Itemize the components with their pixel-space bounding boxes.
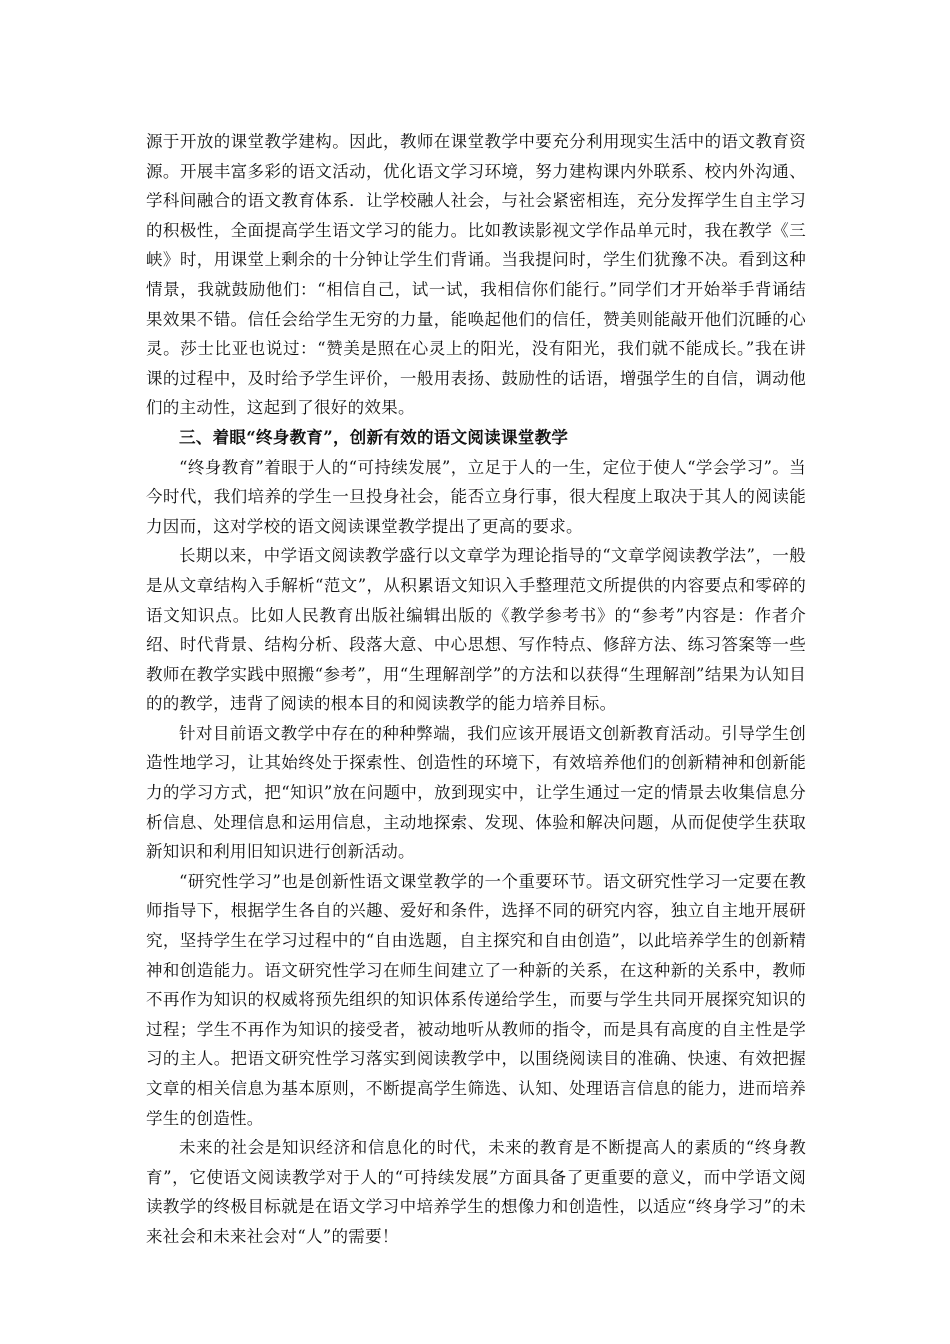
document-body (146, 127, 806, 1252)
paragraph: 长期以来，中学语文阅读教学盛行以文章学为理论指导的“文章学阅读教学法”，一般是从文章结构入手解析“范文”，从积累语文知识入手整理范文所提供的内容要点和零碎的语文知识点。比如人民教育出版社编辑出版的《教学参考书》的“参考”内容是：作者介绍、时代背景、结构分析、段落大意、中心思想、写作特点、修辞方法、练习答案等一些教师在教学实践中照搬“参考”，用“生理解剖学”的方法和以获得“生理解剖”结果为认知目的的教学，违背了阅读的根本目的和阅读教学的能力培养目标。 (146, 546, 806, 714)
paragraph: 未来的社会是知识经济和信息化的时代，未来的教育是不断提高人的素质的“终身教育”，它使语文阅读教学对于人的“可持续发展”方面具备了更重要的意义，而中学语文阅读教学的终极目标就是在语文学习中培养学生的想像力和创造性，以适应“终身学习”的未来社会和未来社会对“人”的需要！ (146, 1138, 806, 1246)
section-heading: 三、着眼“终身教育”，创新有效的语文阅读课堂教学 (179, 427, 569, 447)
paragraph: “终身教育”着眼于人的“可持续发展”，立足于人的一生，定位于使人“学会学习”。当今时代，我们培养的学生一旦投身社会，能否立身行事，很大程度上取决于其人的阅读能力因而，这对学校的语文阅读课堂教学提出了更高的要求。 (146, 457, 806, 536)
paragraph-continued: 源于开放的课堂教学建构。因此，教师在课堂教学中要充分利用现实生活中的语文教育资源。开展丰富多彩的语文活动，优化语文学习环境，努力建构课内外联系、校内外沟通、学科间融合的语文教育体系．让学校融人社会，与社会紧密相连，充分发挥学生自主学习的积极性，全面提高学生语文学习的能力。比如教读影视文学作品单元时，我在教学《三峡》时，用课堂上剩余的十分钟让学生们背诵。当我提问时，学生们犹豫不决。看到这种情景，我就鼓励他们：“相信自己，试一试，我相信你们能行。”同学们才开始举手背诵结果效果不错。信任会给学生无穷的力量，能唤起他们的信任，赞美则能敲开他们沉睡的心灵。莎士比亚也说过：“赞美是照在心灵上的阳光，没有阳光，我们就不能成长。”我在讲课的过程中，及时给予学生评价，一般用表扬、鼓励性的话语，增强学生的自信，调动他们的主动性，这起到了很好的效果。 (146, 132, 806, 418)
paragraph: “研究性学习”也是创新性语文课堂教学的一个重要环节。语文研究性学习一定要在教师指导下，根据学生各自的兴趣、爱好和条件，选择不同的研究内容，独立自主地开展研究，坚持学生在学习过程中的“自由选题，自主探究和自由创造”，以此培养学生的创新精神和创造能力。语文研究性学习在师生间建立了一种新的关系，在这种新的关系中，教师不再作为知识的权威将预先组织的知识体系传递给学生，而要与学生共同开展探究知识的过程；学生不再作为知识的接受者，被动地听从教师的指令，而是具有高度的自主性是学习的主人。把语文研究性学习落实到阅读教学中，以围绕阅读目的准确、快速、有效把握文章的相关信息为基本原则，不断提高学生筛选、认知、处理语言信息的能力，进而培养学生的创造性。 (146, 871, 806, 1128)
paragraph: 针对目前语文教学中存在的种种弊端，我们应该开展语文创新教育活动。引导学生创造性地学习，让其始终处于探索性、创造性的环境下，有效培养他们的创新精神和创新能力的学习方式，把“知识”放在问题中，放到现实中，让学生通过一定的情景去收集信息分析信息、处理信息和运用信息，主动地探索、发现、体验和解决问题，从而促使学生获取新知识和利用旧知识进行创新活动。 (146, 723, 806, 862)
